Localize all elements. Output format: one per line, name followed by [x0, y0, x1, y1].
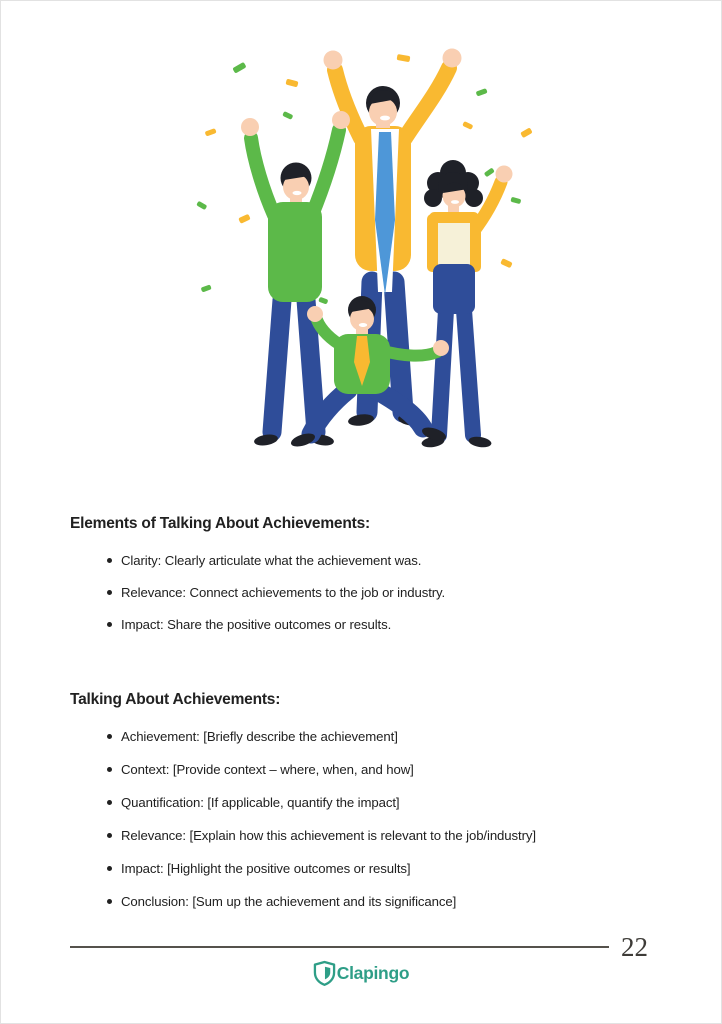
bullet-item: Context: [Provide context – where, when, and how] [70, 763, 652, 777]
footer-rule [70, 946, 609, 948]
bullet-item: Clarity: Clearly articulate what the achievement was. [70, 554, 652, 568]
section-elements [70, 516, 652, 650]
celebration-illustration-svg [171, 10, 551, 460]
section-heading: Talking About Achievements: [70, 691, 281, 708]
footer [0, 931, 722, 963]
bullet-item: Impact: [Highlight the positive outcomes or results] [70, 862, 652, 876]
bullet-item: Impact: Share the positive outcomes or results. [70, 618, 652, 632]
bullet-list [70, 554, 652, 632]
bullet-item: Conclusion: [Sum up the achievement and its significance] [70, 895, 652, 909]
section-heading: Elements of Talking About Achievements: [70, 515, 370, 532]
bullet-item: Relevance: [Explain how this achievement is relevant to the job/industry] [70, 829, 652, 843]
brand-logo [0, 960, 722, 986]
figure-woman [421, 160, 513, 449]
bullet-item: Relevance: Connect achievements to the job or industry. [70, 586, 652, 600]
brand-name: Clapingo [336, 962, 410, 983]
page-number: 22 [621, 931, 648, 962]
bullet-item: Quantification: [If applicable, quantify the impact] [70, 796, 652, 810]
section-talking [70, 692, 652, 928]
clapingo-shield-icon [313, 960, 336, 986]
celebration-illustration [171, 10, 551, 460]
bullet-item: Achievement: [Briefly describe the achievement] [70, 730, 652, 744]
bullet-list [70, 730, 652, 909]
